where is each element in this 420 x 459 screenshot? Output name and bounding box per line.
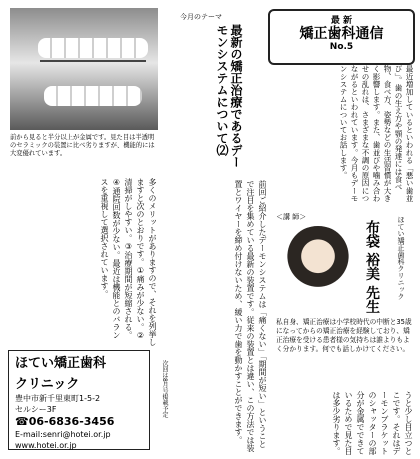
next-issue-note: 次回は8月号掲載予定 [161,360,168,418]
teeth-braces-photo [10,8,158,130]
banner-number: No.5 [329,42,354,52]
clinic-building: セルシー3F [15,405,57,414]
lecturer-name: 布袋 裕美 先生 [364,220,380,314]
clinic-address: 豊中市新千里東町1-5-2 [15,394,101,403]
lecturer-label: ＜講 師＞ [276,213,307,221]
article-left-column: 多くのメリットがありますので、それを列挙しますと次のとおりです。①痛みが少ない。②清掃がしやすい。③治療期間が短縮される。④通院回数が少ない。最近は機能とのバランスを重視して選択されています。 [100,178,157,346]
lecturer-profile: 私自身、矯正治療は小学校時代の中断と35歳になってからの矯正治療を経験しており、矯正治療を受ける患者様の気持ちは誰よりもよく分かります。何でも話しかけてください。 [276,318,412,353]
clinic-website: www.hotei.or.jp [15,441,77,450]
clinic-email: E-mail:senri@hotei.or.jp [15,430,111,439]
lecturer-portrait [282,226,354,298]
clinic-info-box [8,350,150,450]
banner-top: 最 新 [330,16,353,26]
intro-text: 最近増加しているといわれる「悪い歯並び」。歯の生え方や顎の発達には食べ物、食べ方、姿勢などの生活習慣が大きく影響します。また、歯並びや噛み合わせの乱れは、さまざまな不調の原因につながるといわれています。今月もデーモンシステムについてお話します。 [339,65,414,202]
article-body: 前回ご紹介したデーモンシステムは「痛くない」「期間が短い」ということで注目を集めている最新の装置です。従来の装置とは違い、この方法では装置とワイヤーを締め付けないため、緩い力で歯を動かすことができます。 [234,180,267,452]
lecturer-clinic: ほてい矯正歯科クリニック [397,216,405,300]
upper-teeth [38,38,148,58]
lower-teeth [44,86,142,106]
banner-title: 矯正歯科通信 [299,26,384,42]
newsletter-banner [268,9,415,65]
clinic-name-line1: ほてい矯正歯科 [15,356,107,371]
orthodontic-wire [40,60,146,62]
clinic-name-line2: クリニック [15,377,80,392]
theme-tag: 今月のテーマ [180,13,222,21]
clinic-phone: ☎06-6836-3456 [15,415,115,428]
photo-caption: 前から見ると半分以上が金属です。見た目は半透明のセラミックの装置に比べ劣りますが、機能的には大変優れています。 [10,134,155,157]
article-tail: うと少し目立つとこです。それはデーモンブラケットのシャッターの部分が金属でできているためで見た目は多少劣ります。 [332,391,413,455]
article-headline: 最新の矯正治療であるデーモンシステムについて⑵ [215,24,243,168]
